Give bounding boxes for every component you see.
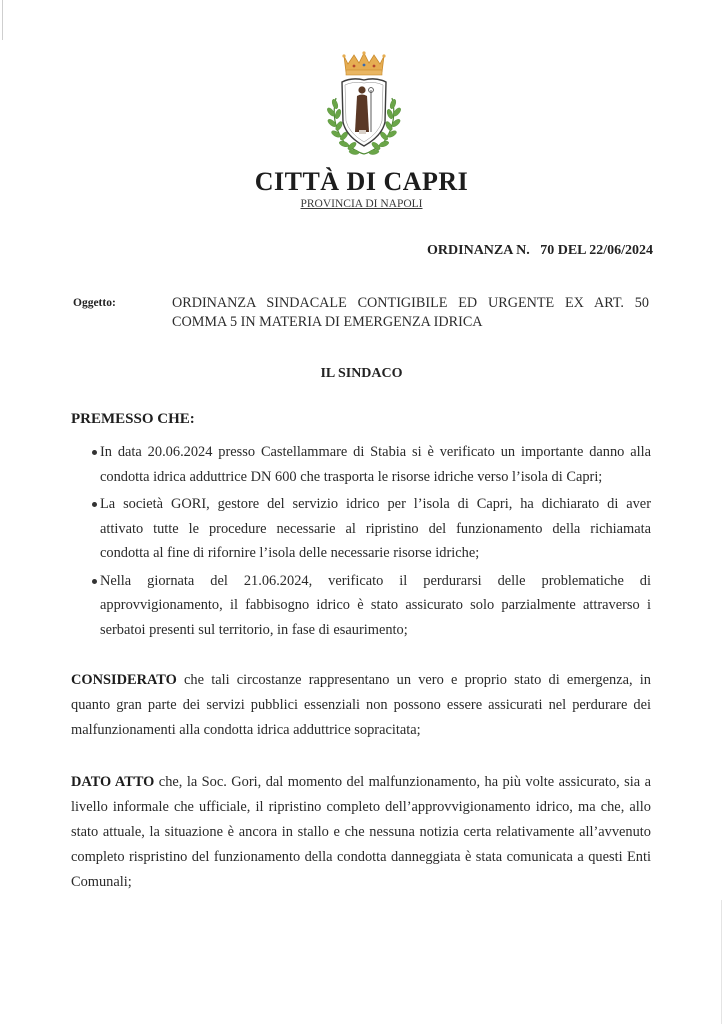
dato-atto-paragraph [71,770,651,895]
scan-edge [2,0,3,40]
paragraph-text: che, la Soc. Gori, dal momento del malfunzionamento, ha più volte assicurato, sia a [154,774,651,790]
list-item-line: In data 20.06.2024 presso Castellammare di Stabia si è verificato un importante danno alla [100,444,651,460]
premesso-heading: PREMESSO CHE: [71,411,195,427]
scan-edge [721,900,722,1024]
list-item-line: approvvigionamento, il fabbisogno idrico è stato assicurato solo parzialmente attraverso i [100,597,651,613]
list-item [71,569,651,643]
paragraph-line: completo rispristino del funzionamento della condotta danneggiata è stata comunicata a questi Enti [71,849,651,865]
list-item-line: attivato tutte le procedure necessarie al ripristino del funzionamento della richiamata [100,520,651,537]
paragraph-text: che tali circostanze rappresentano un vero e proprio stato di emergenza, in [176,672,651,688]
list-item-line: serbatoi presenti sul territorio, in fase di esaurimento; [100,621,408,638]
bullet-icon [92,502,97,507]
ordinance-number: ORDINANZA N. 70 DEL 22/06/2024 [427,243,653,258]
list-item [71,492,651,566]
paragraph-line: Comunali; [71,874,132,890]
bullet-icon [92,579,97,584]
province-subtitle: PROVINCIA DI NAPOLI [300,198,423,210]
crown-icon [342,51,385,75]
list-item [71,440,651,489]
subject-line: ORDINANZA SINDACALE CONTIGIBILE ED URGENTE EX ART. 50 [172,295,649,311]
paragraph-line: malfunzionamenti alla condotta idrica adduttrice sopracitata; [71,722,421,738]
list-item-line: La società GORI, gestore del servizio idrico per l’isola di Capri, ha dichiarato di aver [100,496,651,512]
subject-text [172,294,649,332]
premesso-list [71,440,651,645]
shield-icon [342,79,386,146]
considerato-paragraph [71,668,651,743]
considerato-keyword: CONSIDERATO [71,672,177,688]
issuer-heading: IL SINDACO [320,366,403,381]
list-item-line: condotta idrica adduttrice DN 600 che trasporta le risorse idriche verso l’isola di Capri; [100,468,603,485]
bullet-icon [92,450,97,455]
paragraph-line: quanto gran parte dei servizi pubblici essenziali non possono essere assicurati nel perdurare dei [71,697,651,713]
coat-of-arms-icon [322,50,406,160]
list-item-line: Nella giornata del 21.06.2024, verificato il perdurarsi delle problematiche di [100,572,651,589]
paragraph-line: livello informale che ufficiale, il ripristino completo dell’approvvigionamento idrico, ma che, allo [71,799,651,815]
subject-label: Oggetto: [73,297,116,309]
subject-line: COMMA 5 IN MATERIA DI EMERGENZA IDRICA [172,314,483,330]
city-title: CITTÀ DI CAPRI [254,167,469,196]
paragraph-line: stato attuale, la situazione è ancora in stallo e che nessuna notizia certa relativamente all’avvenuto [71,824,651,840]
list-item-line: condotta al fine di rifornire l’isola delle necessarie risorse idriche; [100,545,480,561]
dato-atto-keyword: DATO ATTO [71,774,155,790]
